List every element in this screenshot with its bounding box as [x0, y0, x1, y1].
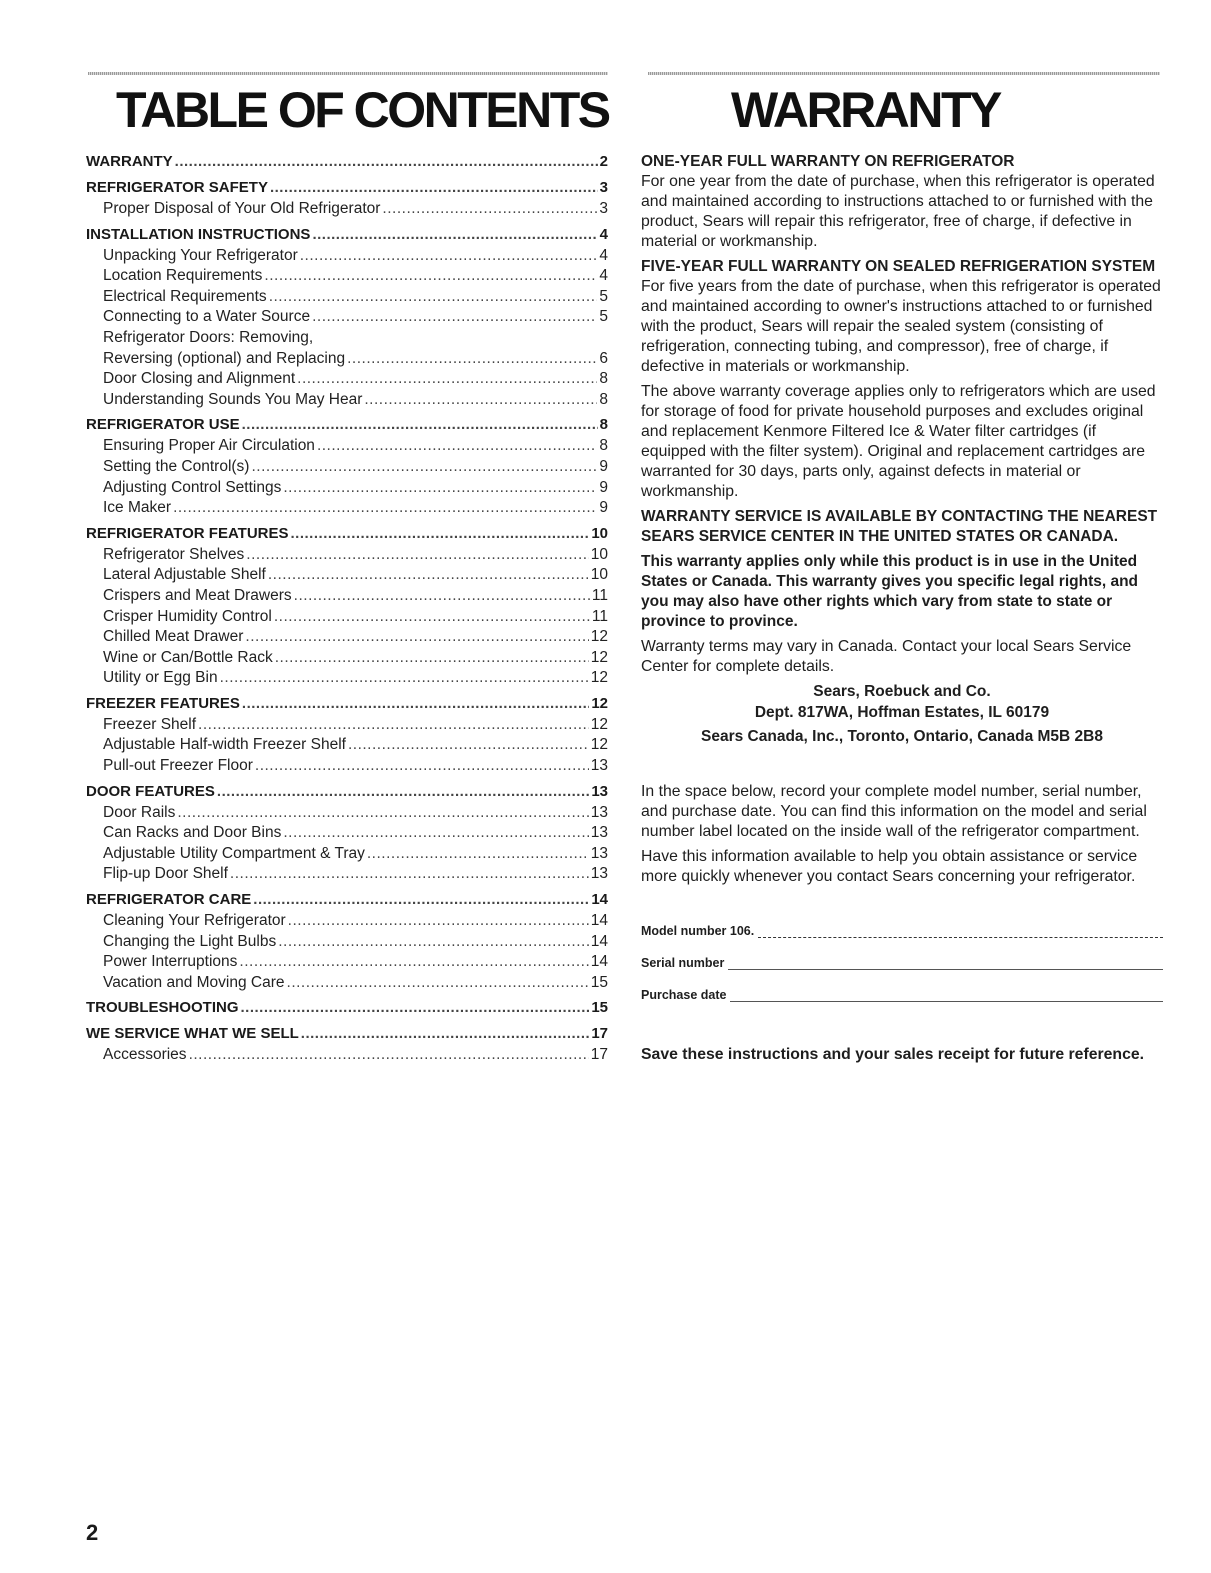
toc-dot-leader: [242, 695, 589, 712]
toc-entry-label: Wine or Can/Bottle Rack: [103, 648, 273, 666]
toc-subsection-entry[interactable]: [86, 953, 608, 974]
toc-subsection-entry[interactable]: [86, 912, 608, 933]
toc-section-entry[interactable]: [86, 153, 608, 174]
left-header-rule: [88, 72, 608, 75]
toc-page-number: 12: [590, 715, 608, 733]
toc-dot-leader: [283, 824, 588, 842]
toc-dot-leader: [264, 267, 597, 285]
toc-subsection-entry[interactable]: [86, 824, 608, 845]
toc-page-number: 8: [599, 370, 608, 388]
toc-entry-label: Cleaning Your Refrigerator: [103, 912, 286, 930]
toc-dot-leader: [198, 716, 589, 734]
toc-dot-leader: [230, 865, 589, 883]
toc-subsection-entry[interactable]: [86, 499, 608, 520]
toc-entry-label: Door Rails: [103, 803, 176, 821]
toc-subsection-entry[interactable]: [86, 288, 608, 309]
toc-page-number: 12: [591, 694, 608, 712]
toc-section-entry[interactable]: [86, 783, 608, 804]
address-dept: Dept. 817WA, Hoffman Estates, IL 60179: [754, 703, 1050, 721]
warranty-title: WARRANTY: [731, 82, 1000, 138]
toc-dot-leader: [367, 845, 589, 863]
toc-page-number: 13: [590, 757, 608, 775]
toc-page-number: 8: [599, 437, 608, 455]
toc-dot-leader: [364, 391, 597, 409]
toc-dot-leader: [382, 200, 597, 218]
toc-entry-label: Adjusting Control Settings: [103, 478, 282, 496]
toc-subsection-entry[interactable]: [86, 804, 608, 825]
toc-page-number: 9: [599, 457, 608, 475]
toc-dot-leader: [268, 566, 589, 584]
toc-subsection-entry[interactable]: [86, 757, 608, 778]
toc-page-number: 14: [590, 932, 608, 950]
toc-entry-label: Door Closing and Alignment: [103, 370, 296, 388]
toc-dot-leader: [177, 804, 588, 822]
toc-page-number: 14: [590, 953, 608, 971]
toc-subsection-entry[interactable]: [86, 200, 608, 221]
toc-dot-leader: [287, 974, 589, 992]
toc-dot-leader: [242, 416, 598, 433]
canada-text: Warranty terms may vary in Canada. Contact your local Sears Service Center for complete details.: [641, 638, 1132, 675]
toc-page-number: 3: [599, 179, 608, 196]
toc-entry-label: Crisper Humidity Control: [103, 607, 272, 625]
toc-subsection-entry[interactable]: [86, 716, 608, 737]
model-number-line[interactable]: [758, 937, 1163, 938]
toc-entry-label: Changing the Light Bulbs: [103, 932, 277, 950]
toc-page-number: 8: [599, 390, 608, 408]
toc-entry-label: WE SERVICE WHAT WE SELL: [86, 1025, 299, 1043]
toc-subsection-entry[interactable]: [86, 736, 608, 757]
toc-dot-leader: [253, 891, 589, 908]
toc-subsection-entry[interactable]: [86, 608, 608, 629]
toc-page-number: 13: [591, 782, 608, 800]
toc-page-number: 5: [599, 287, 608, 305]
toc-page-number: 6: [599, 349, 608, 367]
toc-entry-label: TROUBLESHOOTING: [86, 999, 239, 1017]
one-year-heading: ONE-YEAR FULL WARRANTY ON REFRIGERATOR: [641, 153, 1015, 170]
right-header-rule: [648, 72, 1160, 75]
toc-dot-leader: [312, 226, 597, 243]
toc-page-number: 2: [599, 153, 608, 170]
toc-entry-label: Electrical Requirements: [103, 287, 267, 305]
toc-entry-label: Utility or Egg Bin: [103, 669, 218, 687]
toc-page-number: 13: [590, 824, 608, 842]
toc-subsection-entry[interactable]: [86, 845, 608, 866]
toc-page-number: 12: [590, 669, 608, 687]
toc-entry-label: Adjustable Utility Compartment & Tray: [103, 844, 365, 862]
toc-dot-leader: [255, 757, 589, 775]
toc-subsection-entry[interactable]: [86, 458, 608, 479]
toc-entry-label: Pull-out Freezer Floor: [103, 757, 253, 775]
toc-entry-label: Crispers and Meat Drawers: [103, 586, 292, 604]
toc-page-number: 3: [599, 200, 608, 217]
toc-page-number: 13: [590, 803, 608, 821]
toc-title: TABLE OF CONTENTS: [116, 82, 609, 138]
address-sears-roebuck: Sears, Roebuck and Co.: [813, 683, 991, 700]
toc-page-number: 12: [590, 736, 608, 754]
toc-entry-label: REFRIGERATOR USE: [86, 416, 240, 434]
toc-entry-label: FREEZER FEATURES: [86, 694, 240, 712]
toc-page-number: 9: [599, 499, 608, 517]
toc-page-number: 14: [590, 912, 608, 930]
toc-page-number: 12: [590, 628, 608, 646]
toc-page-number: 15: [591, 999, 608, 1017]
toc-subsection-entry[interactable]: [86, 329, 608, 350]
toc-entry-label: Ice Maker: [103, 499, 172, 517]
toc-dot-leader: [278, 933, 589, 951]
toc-dot-leader: [275, 649, 589, 667]
toc-page-number: 10: [590, 566, 608, 584]
toc-page-number: 4: [599, 267, 608, 285]
toc-subsection-entry[interactable]: [86, 546, 608, 567]
rights-text: This warranty applies only while this product is in use in the United States or Canada. This warranty gives you specific legal rights, and you may also have other rights which vary from state to state or province to province.: [641, 553, 1139, 630]
toc-entry-label: REFRIGERATOR CARE: [86, 891, 252, 909]
toc-dot-leader: [270, 179, 598, 196]
toc-entry-label: Connecting to a Water Source: [103, 308, 311, 326]
toc-page-number: 4: [599, 225, 608, 243]
toc-dot-leader: [269, 288, 598, 306]
toc-page-number: 9: [599, 478, 608, 496]
toc-section-entry[interactable]: [86, 695, 608, 716]
toc-page-number: 8: [599, 416, 608, 434]
toc-entry-label: Refrigerator Shelves: [103, 545, 245, 563]
toc-entry-label: Adjustable Half-width Freezer Shelf: [103, 736, 346, 754]
purchase-date-label: Purchase date: [641, 987, 727, 1002]
toc-page-number: 10: [591, 524, 608, 542]
toc-entry-label: Setting the Control(s): [103, 457, 250, 475]
toc-entry-label: REFRIGERATOR FEATURES: [86, 524, 289, 542]
toc-dot-leader: [347, 350, 597, 368]
toc-section-entry[interactable]: [86, 226, 608, 247]
toc-dot-leader: [300, 247, 598, 265]
toc-subsection-entry[interactable]: [86, 437, 608, 458]
toc-dot-leader: [173, 499, 597, 517]
coverage-text: The above warranty coverage applies only to refrigerators which are used for storage of food for private household purposes and excludes original and replacement Kenmore Filtered Ice & Water filter cartridges (if equipped with the filter system). Original and replacement cartridges are warranted for 30 days, parts only, against defects in material or workmanship.: [641, 383, 1156, 500]
toc-dot-leader: [291, 525, 590, 542]
toc-entry-label: Vacation and Moving Care: [103, 973, 285, 991]
toc-page-number: 13: [590, 844, 608, 862]
toc-page-number: 13: [590, 865, 608, 883]
toc-page-number: 11: [591, 607, 608, 625]
toc-dot-leader: [217, 783, 589, 800]
page-number: 2: [86, 1520, 99, 1545]
five-year-text: For five years from the date of purchase, when this refrigerator is operated and maintained according to owner's instructions attached to or furnished with the product, Sears will repair the sealed system (consisting of refrigeration, connecting tubing, and compressor), free of charge, if defective in materials or workmanship.: [641, 278, 1161, 375]
toc-entry-label: Can Racks and Door Bins: [103, 824, 282, 842]
toc-page-number: 11: [591, 586, 608, 604]
toc-section-entry[interactable]: [86, 416, 608, 437]
toc-dot-leader: [251, 458, 597, 476]
toc-dot-leader: [283, 479, 597, 497]
save-instructions-note: Save these instructions and your sales receipt for future reference.: [641, 1045, 1145, 1063]
toc-dot-leader: [220, 669, 589, 687]
toc-subsection-entry[interactable]: [86, 1046, 608, 1067]
one-year-text: For one year from the date of purchase, when this refrigerator is operated and maintained according to instructions attached to or furnished with the product, Sears will repair this refrigerator, free of charge, if defective in material or workmanship.: [641, 173, 1155, 250]
toc-entry-label: Flip-up Door Shelf: [103, 865, 228, 883]
toc-entry-label: REFRIGERATOR SAFETY: [86, 179, 268, 196]
toc-subsection-entry[interactable]: [86, 587, 608, 608]
toc-subsection-entry[interactable]: [86, 267, 608, 288]
toc-subsection-entry[interactable]: [86, 974, 608, 995]
serial-number-line[interactable]: [728, 969, 1163, 970]
toc-subsection-entry[interactable]: [86, 669, 608, 690]
model-number-label: Model number 106.: [641, 923, 755, 938]
toc-section-entry[interactable]: [86, 525, 608, 546]
serial-number-label: Serial number: [641, 955, 725, 970]
toc-dot-leader: [312, 308, 597, 326]
toc-page-number: 12: [590, 648, 608, 666]
toc-subsection-entry[interactable]: [86, 865, 608, 886]
purchase-date-line[interactable]: [730, 1001, 1163, 1002]
toc-dot-leader: [241, 999, 590, 1016]
record-text: In the space below, record your complete model number, serial number, and purchase date. You can find this information on the model and serial number label located on the inside wall of the refrigerator compartment.: [641, 782, 1147, 840]
toc-page-number: 10: [590, 545, 608, 563]
toc-page-number: 4: [599, 246, 608, 264]
toc-entry-label: Ensuring Proper Air Circulation: [103, 437, 315, 455]
toc-subsection-entry[interactable]: [86, 370, 608, 391]
toc-section-entry[interactable]: [86, 999, 608, 1020]
have-info-text: Have this information available to help you obtain assistance or service more quickly whenever you contact Sears concerning your refrigerator.: [641, 847, 1138, 885]
toc-dot-leader: [297, 370, 597, 388]
toc-entry-label: Understanding Sounds You May Hear: [103, 390, 363, 408]
toc-dot-leader: [245, 628, 588, 646]
toc-entry-label: Power Interruptions: [103, 953, 238, 971]
toc-page-number: 5: [599, 308, 608, 326]
toc-dot-leader: [301, 1025, 590, 1042]
record-fields: [641, 923, 1163, 1005]
service-heading: WARRANTY SERVICE IS AVAILABLE BY CONTACTING THE NEAREST SEARS SERVICE CENTER IN THE UNITED STATES OR CANADA.: [641, 508, 1158, 545]
toc-subsection-entry[interactable]: [86, 247, 608, 268]
toc-subsection-entry[interactable]: [86, 566, 608, 587]
toc-subsection-entry[interactable]: [86, 308, 608, 329]
model-number-field[interactable]: [641, 923, 1163, 941]
toc-entry-label: Proper Disposal of Your Old Refrigerator: [103, 200, 381, 217]
toc-entry-label: Refrigerator Doors: Removing,: [103, 328, 314, 346]
toc-subsection-entry[interactable]: [86, 350, 608, 371]
toc-entry-label: Freezer Shelf: [103, 715, 197, 733]
toc-entry-label: Reversing (optional) and Replacing: [103, 349, 346, 367]
five-year-heading: FIVE-YEAR FULL WARRANTY ON SEALED REFRIGERATION SYSTEM: [641, 258, 1156, 275]
toc-entry-label: INSTALLATION INSTRUCTIONS: [86, 225, 311, 243]
toc-entry-label: Location Requirements: [103, 267, 263, 285]
toc-entry-label: Unpacking Your Refrigerator: [103, 246, 298, 264]
toc-dot-leader: [189, 1046, 589, 1064]
toc-entry-label: Lateral Adjustable Shelf: [103, 566, 266, 584]
toc-subsection-entry[interactable]: [86, 933, 608, 954]
warranty-section: [641, 152, 1163, 1080]
toc-page-number: 17: [590, 1046, 608, 1064]
address-sears-canada: Sears Canada, Inc., Toronto, Ontario, Canada M5B 2B8: [701, 728, 1103, 745]
toc-subsection-entry[interactable]: [86, 391, 608, 412]
table-of-contents: [86, 153, 608, 1067]
toc-entry-label: Accessories: [103, 1046, 187, 1064]
toc-dot-leader: [274, 608, 590, 626]
toc-section-entry[interactable]: [86, 179, 608, 200]
toc-subsection-entry[interactable]: [86, 628, 608, 649]
toc-dot-leader: [239, 953, 588, 971]
toc-dot-leader: [294, 587, 590, 605]
toc-entry-label: Chilled Meat Drawer: [103, 628, 244, 646]
toc-dot-leader: [348, 736, 589, 754]
toc-dot-leader: [317, 437, 597, 455]
serial-number-field[interactable]: [641, 955, 1163, 973]
toc-page-number: 14: [591, 891, 608, 909]
toc-page-number: 17: [591, 1025, 608, 1043]
toc-section-entry[interactable]: [86, 891, 608, 912]
purchase-date-field[interactable]: [641, 987, 1163, 1005]
toc-subsection-entry[interactable]: [86, 479, 608, 500]
toc-section-entry[interactable]: [86, 1025, 608, 1046]
toc-entry-label: WARRANTY: [86, 153, 173, 170]
toc-dot-leader: [246, 546, 588, 564]
toc-subsection-entry[interactable]: [86, 649, 608, 670]
toc-dot-leader: [175, 153, 598, 170]
toc-dot-leader: [288, 912, 589, 930]
toc-entry-label: DOOR FEATURES: [86, 782, 215, 800]
toc-page-number: 15: [590, 973, 608, 991]
